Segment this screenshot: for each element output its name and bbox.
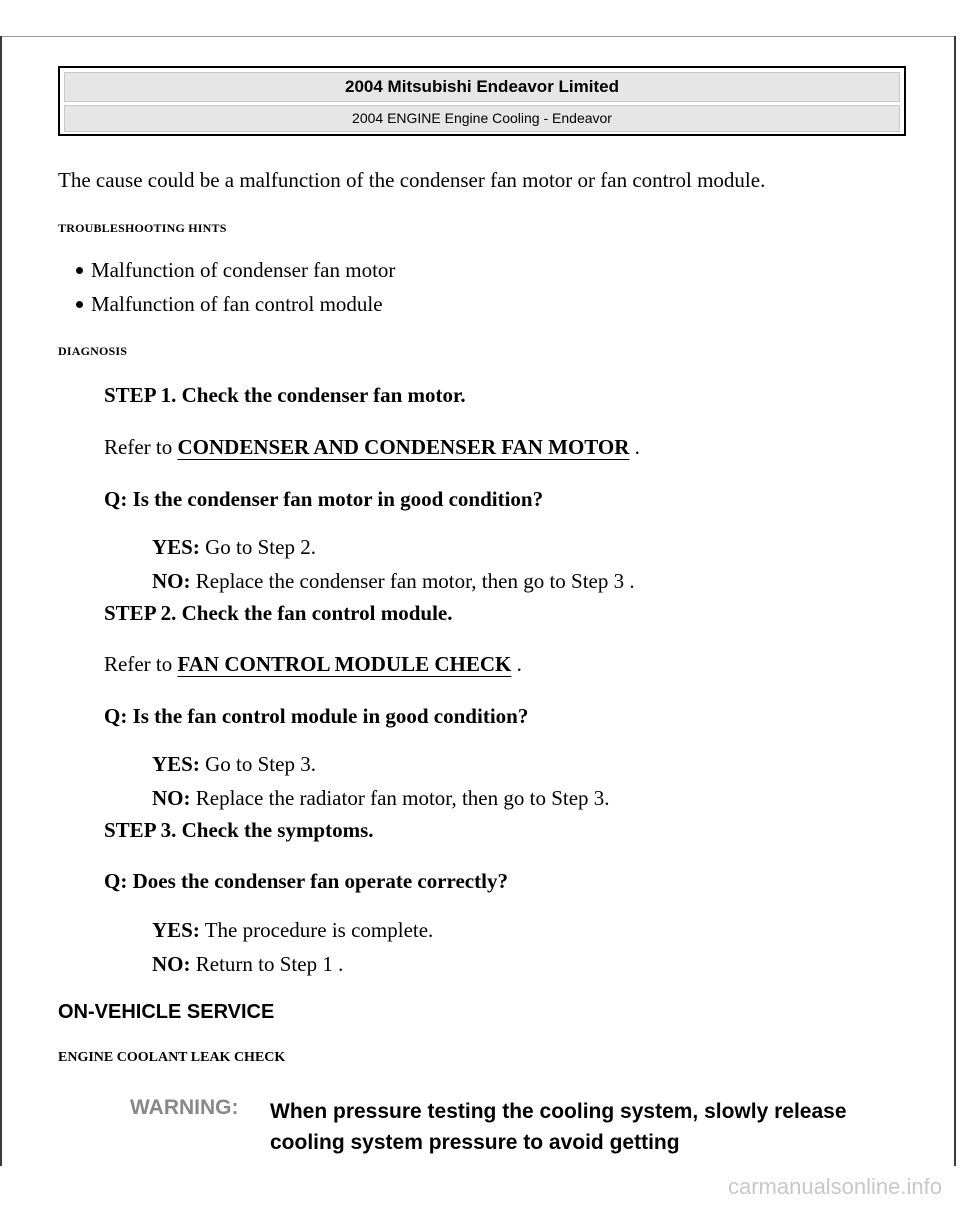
step-3-title: STEP 3. Check the symptoms.: [104, 818, 374, 842]
step-3-question: Q: Does the condenser fan operate correctly?: [104, 869, 508, 893]
refer-suffix: .: [629, 435, 640, 459]
on-vehicle-service-heading: ON-VEHICLE SERVICE: [58, 1001, 275, 1023]
step-1-refer: [104, 435, 640, 460]
yes-text: Go to Step 2.: [199, 535, 316, 559]
watermark-text: carmanualsonline.info: [727, 1174, 942, 1199]
page-frame-top: [0, 36, 956, 37]
page-frame-right: [954, 36, 956, 1166]
no-text: Return to Step 1 .: [190, 952, 344, 976]
intro-paragraph: The cause could be a malfunction of the condenser fan motor or fan control module.: [58, 168, 766, 192]
document-header: [58, 66, 906, 136]
step-2-refer: [104, 652, 522, 677]
yes-label: YES:: [152, 535, 200, 559]
step-3-no: [152, 952, 343, 977]
no-label: NO:: [152, 952, 191, 976]
no-text: Replace the radiator fan motor, then go to Step 3.: [190, 786, 610, 810]
yes-text: Go to Step 3.: [199, 752, 316, 776]
warning-text: When pressure testing the cooling system, slowly release cooling system pressure to avoid getting: [270, 1100, 847, 1154]
step-2-yes: [152, 752, 316, 777]
yes-label: YES:: [152, 752, 200, 776]
list-item: [76, 292, 383, 317]
step-1-yes: [152, 535, 316, 560]
step-3-yes: [152, 918, 433, 943]
header-title: 2004 Mitsubishi Endeavor Limited: [64, 72, 900, 102]
refer-suffix: .: [511, 652, 522, 676]
list-item-text: Malfunction of condenser fan motor: [91, 258, 396, 282]
warning-label: WARNING:: [130, 1096, 239, 1119]
page-footer: [0, 1166, 960, 1205]
diagnosis-heading: DIAGNOSIS: [58, 344, 128, 358]
fan-control-module-check-link[interactable]: FAN CONTROL MODULE CHECK: [177, 652, 512, 676]
no-text: Replace the condenser fan motor, then go to Step 3 .: [190, 569, 635, 593]
step-1-title: STEP 1. Check the condenser fan motor.: [104, 383, 466, 407]
step-2-title: STEP 2. Check the fan control module.: [104, 601, 453, 625]
step-1-no: [152, 569, 635, 594]
refer-prefix: Refer to: [104, 652, 178, 676]
list-item: [76, 258, 395, 283]
refer-prefix: Refer to: [104, 435, 178, 459]
troubleshooting-heading: TROUBLESHOOTING HINTS: [58, 221, 227, 235]
yes-label: YES:: [152, 918, 200, 942]
step-2-no: [152, 786, 610, 811]
list-item-text: Malfunction of fan control module: [91, 292, 383, 316]
bullet-icon: [76, 267, 83, 274]
coolant-leak-check-heading: ENGINE COOLANT LEAK CHECK: [58, 1050, 286, 1065]
step-2-question: Q: Is the fan control module in good condition?: [104, 704, 529, 728]
condenser-fan-motor-link[interactable]: CONDENSER AND CONDENSER FAN MOTOR: [177, 435, 630, 459]
step-1-question: Q: Is the condenser fan motor in good condition?: [104, 487, 544, 511]
no-label: NO:: [152, 786, 191, 810]
no-label: NO:: [152, 569, 191, 593]
header-subtitle: 2004 ENGINE Engine Cooling - Endeavor: [64, 105, 900, 132]
page-frame-left: [0, 36, 2, 1166]
yes-text: The procedure is complete.: [199, 918, 434, 942]
bullet-icon: [76, 301, 83, 308]
